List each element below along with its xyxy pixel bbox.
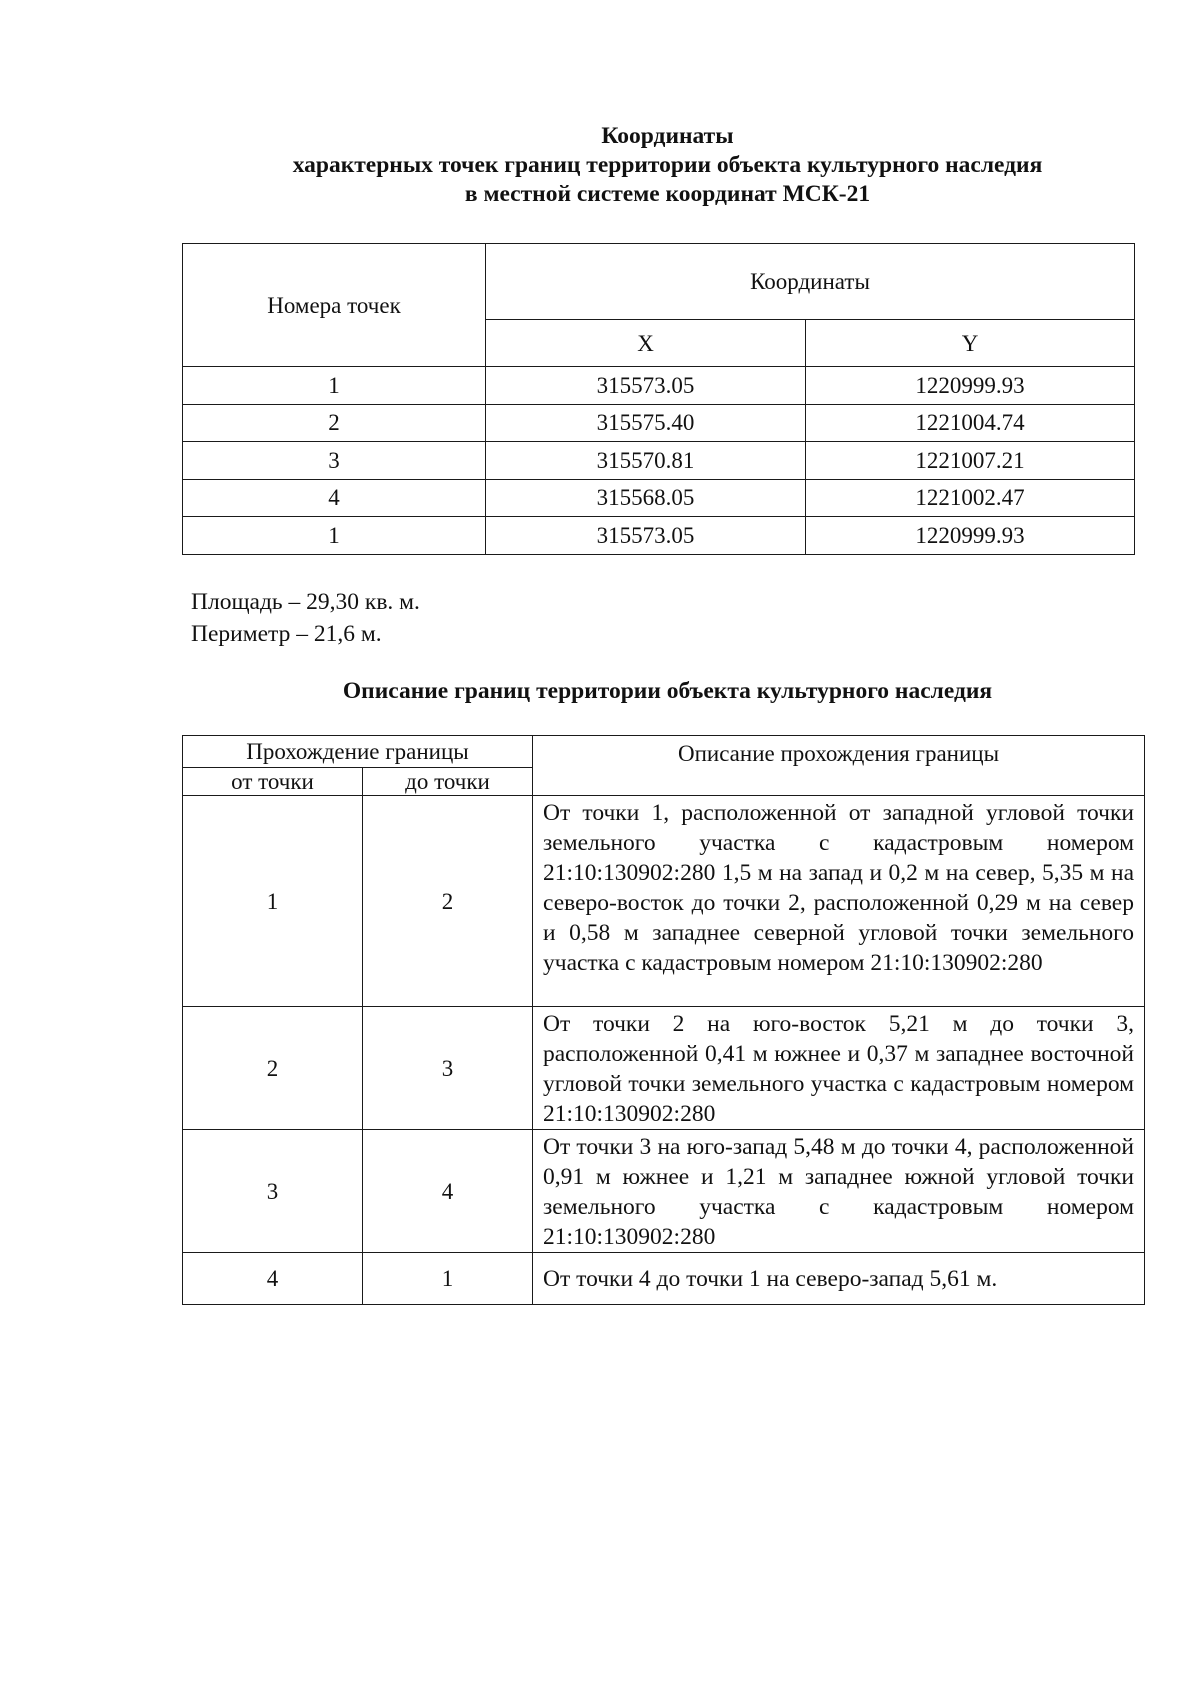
from-point: 3	[183, 1130, 363, 1253]
header-to-point: до точки	[363, 768, 533, 796]
point-number: 1	[183, 517, 486, 555]
point-number: 3	[183, 442, 486, 480]
header-point-numbers: Номера точек	[183, 244, 486, 367]
to-point: 3	[363, 1007, 533, 1130]
header-from-point: от точки	[183, 768, 363, 796]
from-point: 2	[183, 1007, 363, 1130]
boundary-description: От точки 4 до точки 1 на северо-запад 5,61 м.	[533, 1253, 1145, 1305]
table-row	[183, 404, 1135, 442]
x-value: 315575.40	[486, 404, 806, 442]
document-title	[0, 122, 1200, 209]
table-row	[183, 1130, 1145, 1253]
from-point: 4	[183, 1253, 363, 1305]
table-row	[183, 1007, 1145, 1130]
perimeter-text: Периметр – 21,6 м.	[191, 621, 382, 647]
area-text: Площадь – 29,30 кв. м.	[191, 589, 420, 615]
x-value: 315570.81	[486, 442, 806, 480]
coordinates-table	[182, 243, 1135, 555]
table-row	[183, 1253, 1145, 1305]
to-point: 1	[363, 1253, 533, 1305]
y-value: 1221004.74	[806, 404, 1135, 442]
x-value: 315573.05	[486, 517, 806, 555]
table-row	[183, 479, 1135, 517]
table-row	[183, 517, 1135, 555]
section-title: Описание границ территории объекта культурного наследия	[342, 678, 993, 704]
title-line-3: в местной системе координат МСК-21	[464, 181, 871, 207]
to-point: 4	[363, 1130, 533, 1253]
header-x: X	[486, 320, 806, 367]
title-line-2: характерных точек границ территории объекта культурного наследия	[292, 152, 1043, 178]
y-value: 1220999.93	[806, 517, 1135, 555]
header-coordinates: Координаты	[486, 244, 1135, 320]
boundary-description-table	[182, 735, 1145, 1305]
header-y: Y	[806, 320, 1135, 367]
header-description: Описание прохождения границы	[533, 736, 1145, 796]
boundary-description: От точки 3 на юго-запад 5,48 м до точки 4, расположенной 0,91 м южнее и 1,21 м западнее южной угловой точки земельного участка с кадастровым номером 21:10:130902:280	[533, 1130, 1145, 1253]
header-passage: Прохождение границы	[183, 736, 533, 768]
point-number: 1	[183, 367, 486, 405]
y-value: 1220999.93	[806, 367, 1135, 405]
boundary-description: От точки 1, расположенной от западной угловой точки земельного участка с кадастровым номером 21:10:130902:280 1,5 м на запад и 0,2 м на север, 5,35 м на северо-восток до точки 2, расположенной 0,29 м на север и 0,58 м западнее северной угловой точки земельного участка с кадастровым номером 21:10:130902:280	[533, 796, 1145, 1007]
point-number: 2	[183, 404, 486, 442]
to-point: 2	[363, 796, 533, 1007]
from-point: 1	[183, 796, 363, 1007]
y-value: 1221002.47	[806, 479, 1135, 517]
table-row	[183, 367, 1135, 405]
area-perimeter-summary	[191, 586, 420, 650]
boundary-description: От точки 2 на юго-восток 5,21 м до точки 3, расположенной 0,41 м южнее и 0,37 м западнее восточной угловой точки земельного участка с кадастровым номером 21:10:130902:280	[533, 1007, 1145, 1130]
x-value: 315568.05	[486, 479, 806, 517]
x-value: 315573.05	[486, 367, 806, 405]
point-number: 4	[183, 479, 486, 517]
title-line-1: Координаты	[601, 123, 734, 149]
y-value: 1221007.21	[806, 442, 1135, 480]
table-row	[183, 796, 1145, 1007]
table-row	[183, 442, 1135, 480]
